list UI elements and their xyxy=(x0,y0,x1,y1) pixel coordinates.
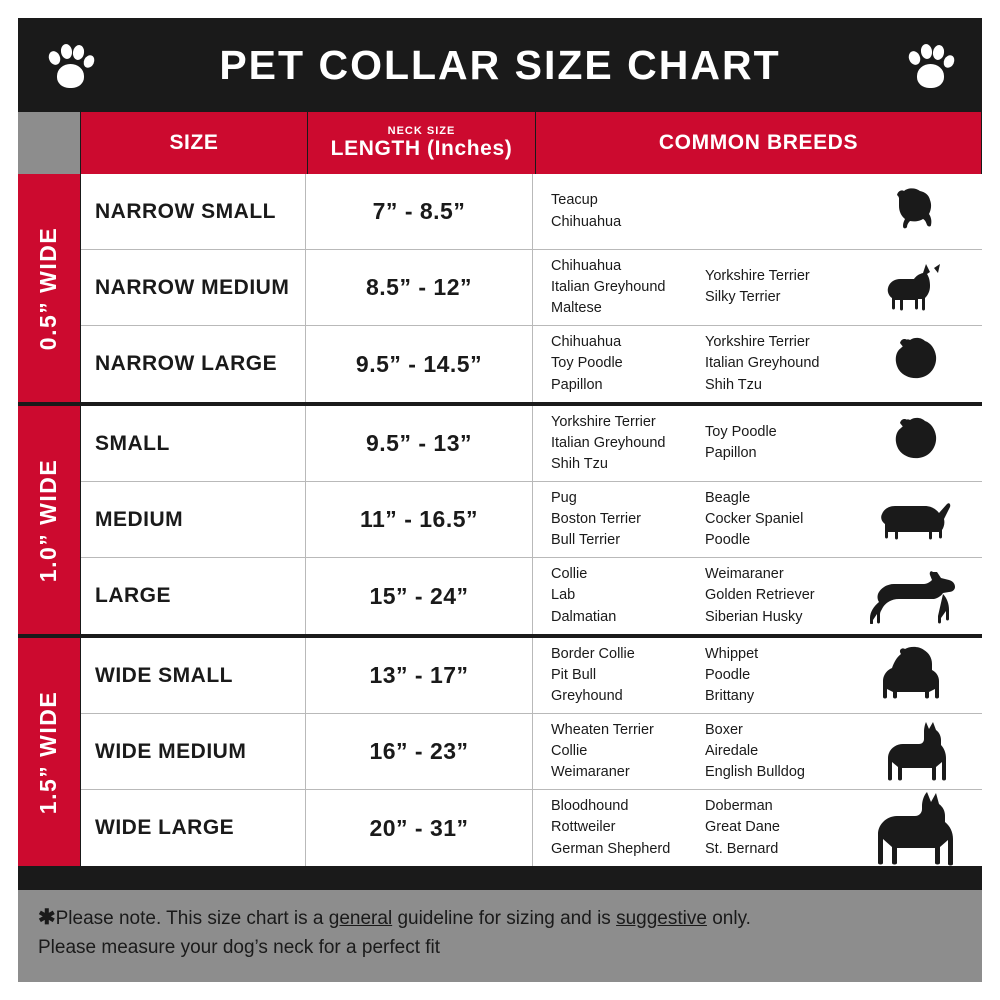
breed-columns xyxy=(551,564,833,627)
group-label-2 xyxy=(18,638,80,866)
table-row xyxy=(81,638,982,714)
chart-inner xyxy=(18,18,982,982)
breed-name: Brittany xyxy=(705,688,755,704)
table-header-length-sub: NECK SIZE xyxy=(387,124,456,137)
breed-name: Bloodhound xyxy=(551,798,629,815)
breed-name: Airedale xyxy=(705,742,759,759)
table-header-corner xyxy=(18,112,80,174)
breed-column-right xyxy=(705,256,833,319)
table-row xyxy=(81,790,982,866)
breed-column-left xyxy=(551,644,679,707)
breed-columns xyxy=(551,190,679,232)
breed-name: Rottweiler xyxy=(551,819,616,836)
breed-name: Doberman xyxy=(705,798,773,815)
breed-column-right xyxy=(705,332,833,395)
cell-breeds xyxy=(533,714,982,789)
paw-icon xyxy=(44,39,96,91)
cell-length: 13” - 17” xyxy=(306,638,533,713)
yorkie-silhouette xyxy=(854,178,972,246)
breed-name: Papillon xyxy=(551,376,603,393)
footer-text-general: general xyxy=(328,908,393,929)
group-label-text: 1.0” WIDE xyxy=(35,458,62,582)
breed-columns xyxy=(551,256,833,319)
table-row xyxy=(81,250,982,326)
table-row xyxy=(81,406,982,482)
cell-size: SMALL xyxy=(81,406,306,481)
breed-name: Chihuahua xyxy=(551,213,622,230)
breed-column-right xyxy=(705,720,833,783)
width-group xyxy=(18,174,982,402)
breed-name: Wheaten Terrier xyxy=(551,721,654,738)
breed-name: Collie xyxy=(551,742,588,759)
breed-column-left xyxy=(551,564,679,627)
breed-name: Italian Greyhound xyxy=(705,355,820,372)
breed-columns xyxy=(551,720,833,783)
breed-name: Weimaraner xyxy=(551,764,630,780)
breed-column-right xyxy=(705,488,833,551)
bulldog-silhouette xyxy=(854,642,972,710)
footer-text-suggestive: suggestive xyxy=(616,908,707,929)
doberman-silhouette xyxy=(854,794,972,862)
breed-name: Great Dane xyxy=(705,819,780,836)
cell-breeds xyxy=(533,558,982,634)
cell-length: 15” - 24” xyxy=(306,558,533,634)
table-row xyxy=(81,174,982,250)
breed-name: Shih Tzu xyxy=(551,456,608,472)
breed-columns xyxy=(551,644,833,707)
cell-breeds xyxy=(533,638,982,713)
cell-length: 20” - 31” xyxy=(306,790,533,866)
group-rows xyxy=(81,406,982,634)
beagle-silhouette xyxy=(854,486,972,554)
breed-name: Weimaraner xyxy=(705,566,784,583)
footer-line-2: Please measure your dog’s neck for a perfect fit xyxy=(38,936,441,958)
breed-column-left xyxy=(551,256,679,319)
group-rows xyxy=(81,174,982,402)
footer-text-c: only. xyxy=(706,908,751,929)
cell-size: NARROW SMALL xyxy=(81,174,306,249)
breed-name: Toy Poodle xyxy=(705,424,777,441)
breed-name: German Shepherd xyxy=(551,840,671,857)
pomeranian-silhouette xyxy=(854,410,972,478)
breed-name: Maltese xyxy=(551,300,602,316)
breed-name: Poodle xyxy=(705,532,751,548)
footer-text-a: Please note. This size chart is a xyxy=(55,908,329,929)
breed-name: Bull Terrier xyxy=(551,532,621,548)
asterisk-icon: ✱ xyxy=(38,906,56,929)
breed-name: Pit Bull xyxy=(551,666,597,683)
cell-size: LARGE xyxy=(81,558,306,634)
cell-length: 11” - 16.5” xyxy=(306,482,533,557)
table-row xyxy=(81,482,982,558)
table-row xyxy=(81,558,982,634)
breed-columns xyxy=(551,332,833,395)
width-group xyxy=(18,638,982,866)
table-header-breeds: COMMON BREEDS xyxy=(536,112,981,174)
breed-column-left xyxy=(551,412,679,475)
cell-breeds xyxy=(533,482,982,557)
retriever-silhouette xyxy=(854,562,972,630)
breed-name: Whippet xyxy=(705,645,759,662)
breed-name: Boston Terrier xyxy=(551,510,641,527)
breed-name: Poodle xyxy=(705,666,751,683)
breed-name: Lab xyxy=(551,587,576,604)
footer-text-b: guideline for sizing and is xyxy=(392,908,617,929)
breed-column-right xyxy=(705,412,833,475)
breed-name: Collie xyxy=(551,566,588,583)
breed-name: Italian Greyhound xyxy=(551,278,666,295)
breed-name: Greyhound xyxy=(551,688,623,704)
group-rows xyxy=(81,638,982,866)
cell-length: 7” - 8.5” xyxy=(306,174,533,249)
breed-name: Siberian Husky xyxy=(705,608,803,625)
breed-name: Pug xyxy=(551,489,577,506)
breed-columns xyxy=(551,412,833,475)
breed-name: Cocker Spaniel xyxy=(705,510,804,527)
breed-name: Dalmatian xyxy=(551,608,617,625)
breed-name: Yorkshire Terrier xyxy=(551,413,656,430)
pomeranian-silhouette xyxy=(854,330,972,398)
cell-length: 9.5” - 13” xyxy=(306,406,533,481)
size-table xyxy=(18,112,982,890)
group-label-text: 1.5” WIDE xyxy=(35,690,62,814)
cell-length: 16” - 23” xyxy=(306,714,533,789)
cell-breeds xyxy=(533,250,982,325)
page-title: PET COLLAR SIZE CHART xyxy=(219,41,781,88)
group-label-1 xyxy=(18,406,80,634)
breed-column-left xyxy=(551,488,679,551)
breed-name: Yorkshire Terrier xyxy=(705,334,810,351)
breed-name: St. Bernard xyxy=(705,840,779,857)
cell-size: WIDE LARGE xyxy=(81,790,306,866)
table-header-size: SIZE xyxy=(81,112,307,174)
breed-name: Shih Tzu xyxy=(705,376,762,393)
breed-columns xyxy=(551,488,833,551)
cell-size: MEDIUM xyxy=(81,482,306,557)
cell-size: NARROW LARGE xyxy=(81,326,306,402)
boxer-silhouette xyxy=(854,718,972,786)
footer-line-1 xyxy=(38,902,962,934)
breed-column-right xyxy=(705,644,833,707)
cell-size: NARROW MEDIUM xyxy=(81,250,306,325)
breed-column-right xyxy=(705,796,833,859)
cell-breeds xyxy=(533,326,982,402)
breed-name: Chihuahua xyxy=(551,257,622,274)
cell-breeds xyxy=(533,174,982,249)
width-group xyxy=(18,406,982,634)
breed-name: Border Collie xyxy=(551,645,635,662)
breed-column-left xyxy=(551,720,679,783)
breed-name: Beagle xyxy=(705,489,751,506)
paw-icon xyxy=(904,39,956,91)
footer-note xyxy=(18,890,982,982)
breed-column-left xyxy=(551,190,679,232)
cell-length: 9.5” - 14.5” xyxy=(306,326,533,402)
breed-name: Papillon xyxy=(705,445,757,462)
breed-column-left xyxy=(551,796,679,859)
table-header-length-main: LENGTH (Inches) xyxy=(330,137,513,161)
table-row xyxy=(81,326,982,402)
breed-column-left xyxy=(551,332,679,395)
breed-name: Teacup xyxy=(551,192,598,209)
table-row xyxy=(81,714,982,790)
breed-column-right xyxy=(705,564,833,627)
cell-size: WIDE SMALL xyxy=(81,638,306,713)
cell-breeds xyxy=(533,790,982,866)
chihuahua-silhouette xyxy=(854,254,972,322)
breed-name: English Bulldog xyxy=(705,764,805,780)
breed-name: Italian Greyhound xyxy=(551,434,666,451)
cell-breeds xyxy=(533,406,982,481)
table-header-length xyxy=(308,112,535,174)
breed-name: Toy Poodle xyxy=(551,355,623,372)
breed-name: Yorkshire Terrier xyxy=(705,268,810,285)
breed-name: Silky Terrier xyxy=(705,289,781,306)
breed-name: Golden Retriever xyxy=(705,587,815,604)
cell-length: 8.5” - 12” xyxy=(306,250,533,325)
table-header-row xyxy=(18,112,982,174)
chart-header xyxy=(18,18,982,112)
cell-size: WIDE MEDIUM xyxy=(81,714,306,789)
breed-columns xyxy=(551,796,833,859)
group-label-text: 0.5” WIDE xyxy=(35,226,62,350)
breed-name: Chihuahua xyxy=(551,334,622,351)
group-label-0 xyxy=(18,174,80,402)
breed-name: Boxer xyxy=(705,721,743,738)
